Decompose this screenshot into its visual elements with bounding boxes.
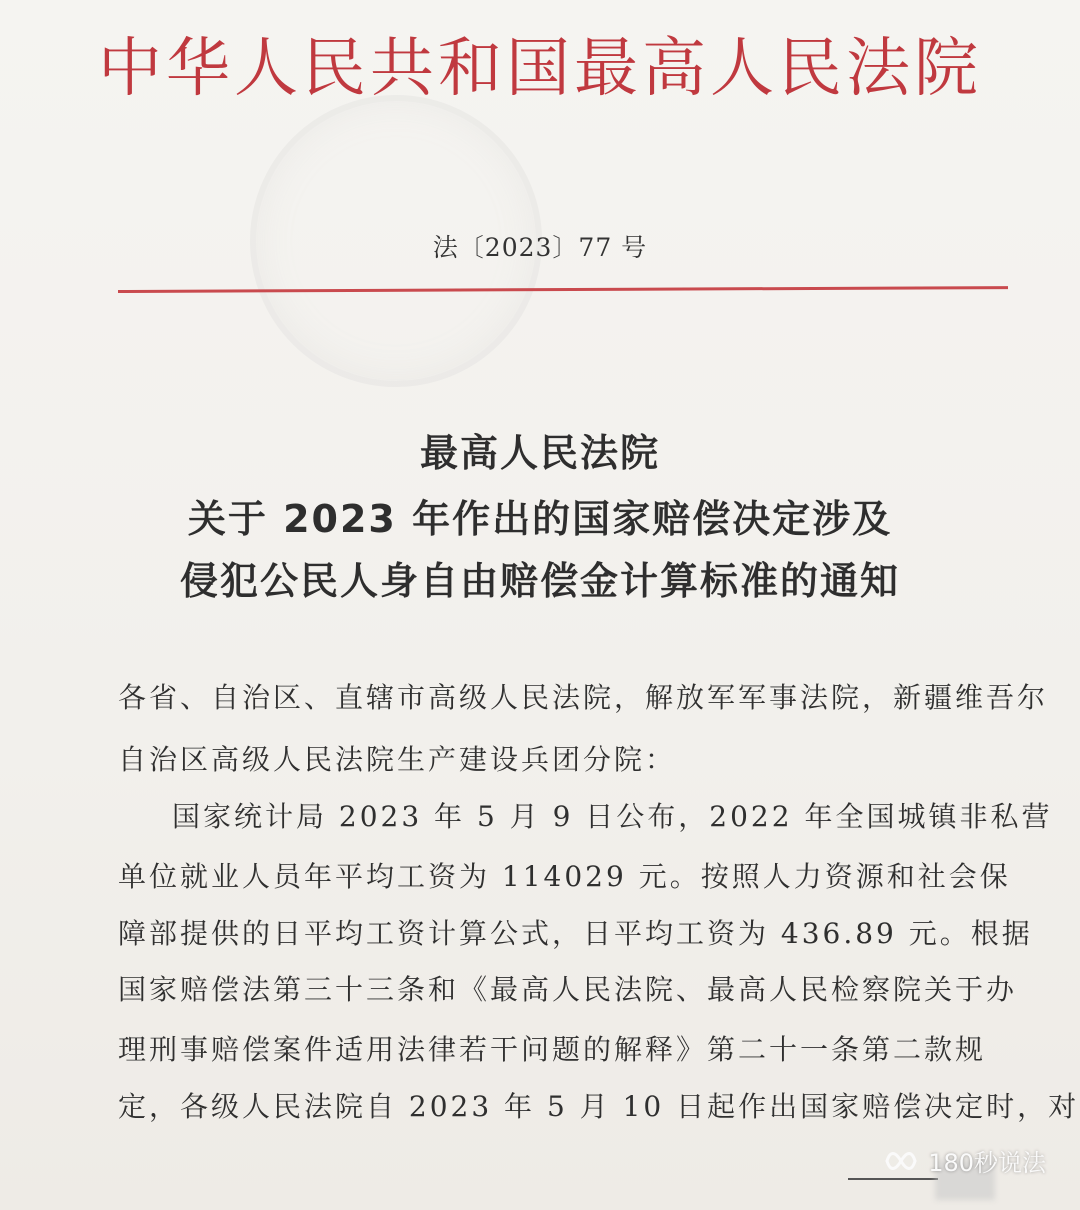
issuer-header: 中华人民共和国最高人民法院 xyxy=(98,32,982,106)
body-line: 定，各级人民法院自 2023 年 5 月 10 日起作出国家赔偿决定时，对 xyxy=(118,1090,1080,1123)
cut-off-dash xyxy=(848,1178,938,1180)
body-line: 国家赔偿法第三十三条和《最高人民法院、最高人民检察院关于办 xyxy=(118,973,1018,1006)
source-watermark xyxy=(884,1143,1046,1178)
title-line-3: 侵犯公民人身自由赔偿金计算标准的通知 xyxy=(179,559,900,603)
body-line: 单位就业人员年平均工资为 114029 元。按照人力资源和社会保 xyxy=(118,860,1011,893)
wechat-channel-icon xyxy=(884,1148,918,1174)
title-line-1: 最高人民法院 xyxy=(419,431,660,475)
body-line: 各省、自治区、直辖市高级人民法院，解放军军事法院，新疆维吾尔 xyxy=(118,681,1049,714)
body-line: 国家统计局 2023 年 5 月 9 日公布，2022 年全国城镇非私营 xyxy=(172,800,1053,833)
title-line-2: 关于 2023 年作出的国家赔偿决定涉及 xyxy=(187,497,893,541)
body-line: 自治区高级人民法院生产建设兵团分院： xyxy=(118,743,677,776)
body-line: 理刑事赔偿案件适用法律若干问题的解释》第二十一条第二款规 xyxy=(118,1033,987,1066)
red-divider-line xyxy=(118,286,1008,293)
body-line: 障部提供的日平均工资计算公式，日平均工资为 436.89 元。根据 xyxy=(118,917,1033,950)
document-number: 法〔2023〕77 号 xyxy=(432,233,648,262)
watermark-text: 180秒说法 xyxy=(928,1149,1046,1177)
